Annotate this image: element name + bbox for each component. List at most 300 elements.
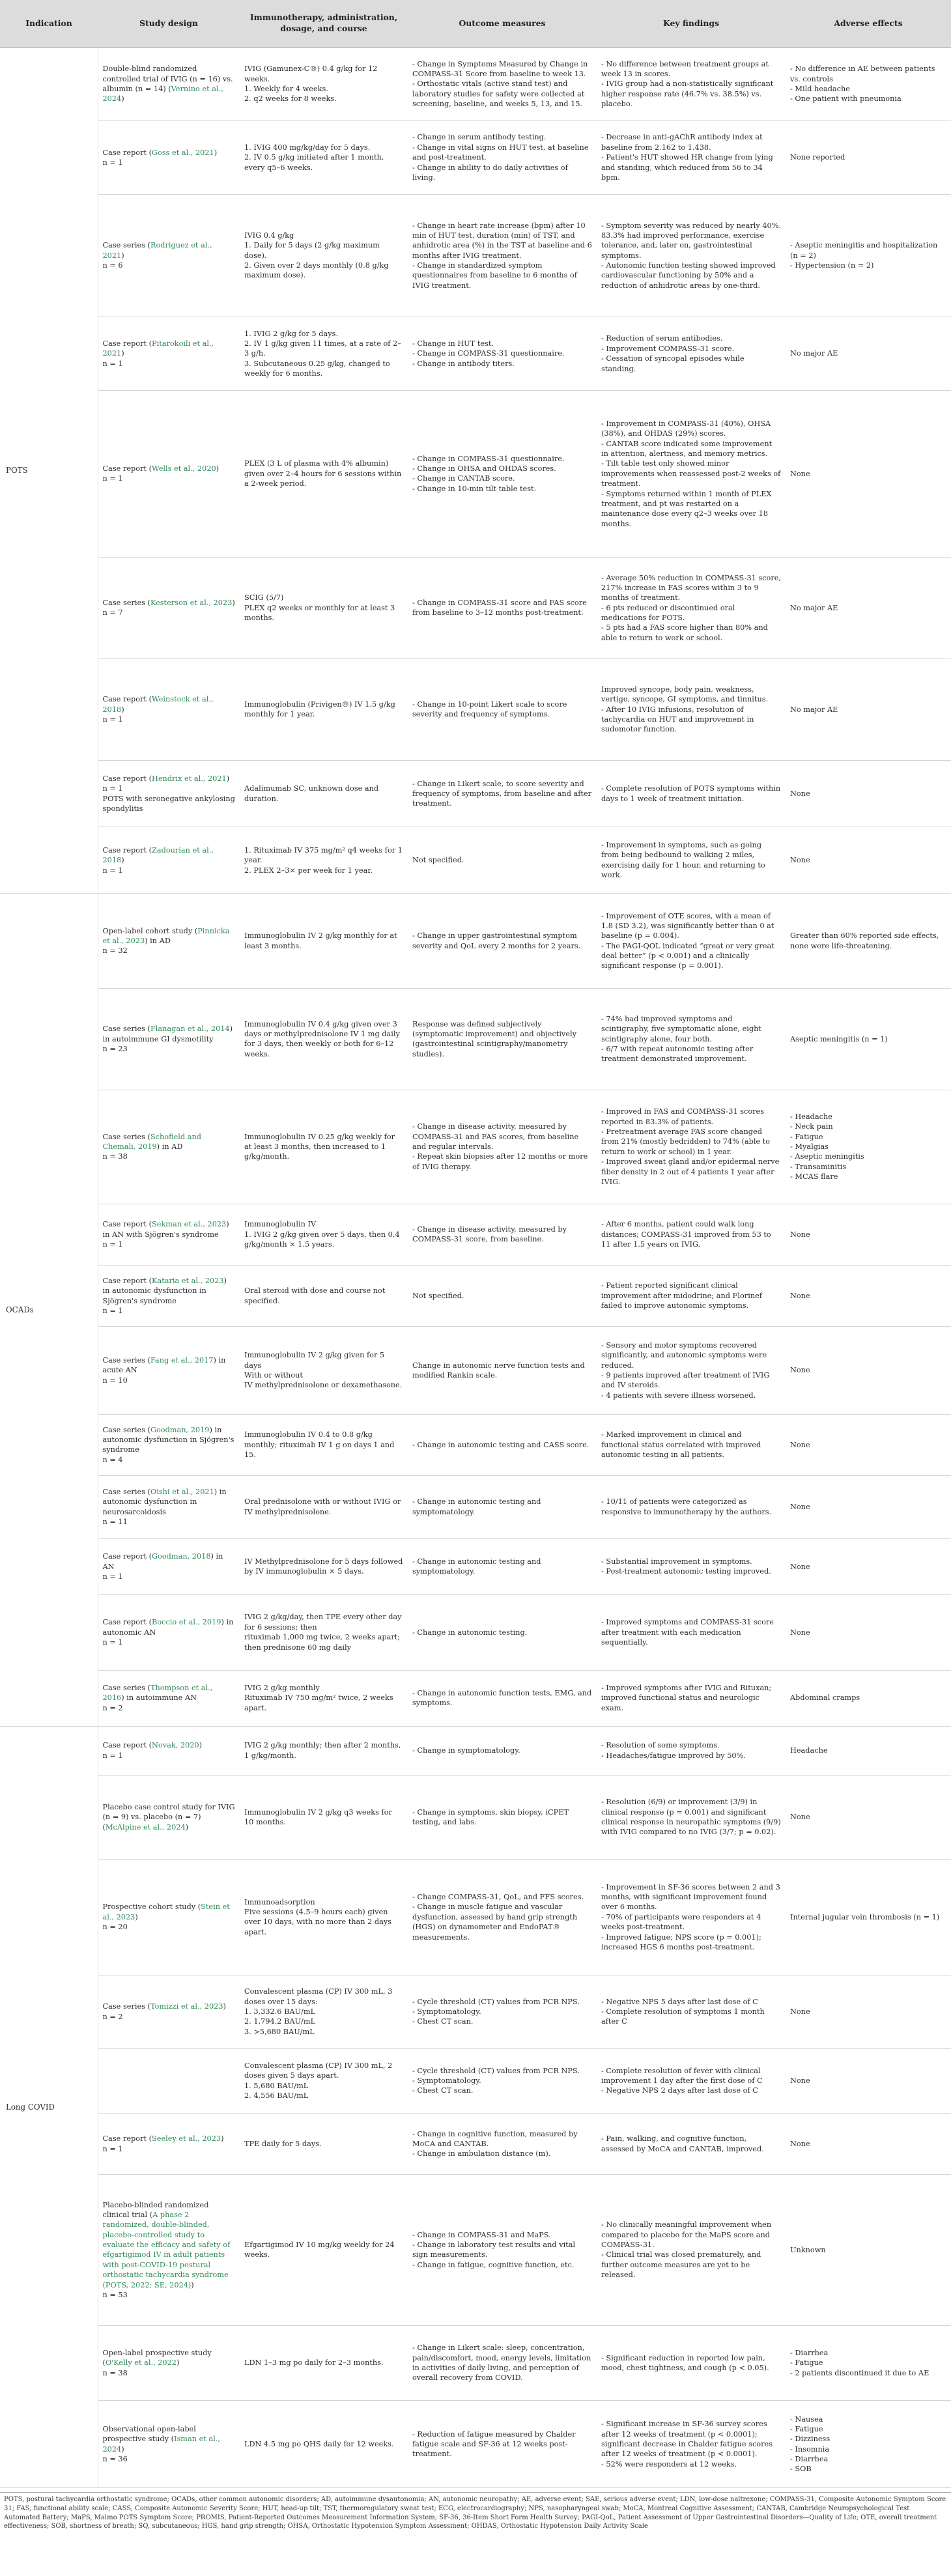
table-row — [0, 1414, 951, 1475]
outcome-measures-cell — [408, 2325, 597, 2401]
key-findings-line: - 9 patients improved after treatment of IVIG and IV steroids. — [601, 1370, 770, 1390]
adverse-effects-cell — [786, 48, 951, 121]
citation-link[interactable]: Pinnicka et al., 2023 — [102, 926, 230, 945]
adverse-effects-cell — [786, 1860, 951, 1975]
study-design-label: Case series ( — [102, 1132, 150, 1141]
immunotherapy-line: rituximab 1,000 mg twice, 2 weeks apart; then prednisone 60 mg daily — [244, 1633, 401, 1652]
key-findings-line: - Patient reported significant clinical improvement after midodrine; and Florinef failed to improve autonomic symptoms. — [601, 1281, 762, 1310]
outcome-measures-line: - Change in disease activity, measured by COMPASS-31 and FAS scores, from baseline and regular intervals. — [412, 1122, 579, 1152]
study-design-label: Case series ( — [102, 241, 150, 250]
study-design-text — [103, 1683, 236, 1703]
adverse-effects-line: - Aseptic meningitis and hospitalization (n = 2) — [790, 241, 938, 260]
adverse-effects-cell — [786, 658, 951, 760]
adverse-effects-cell — [786, 1090, 951, 1204]
key-findings-line: - 6/7 with repeat autonomic testing after treatment demonstrated improvement. — [601, 1044, 754, 1064]
study-design-text — [103, 1024, 236, 1044]
outcome-measures-line: - Change in COMPASS-31 questionnaire. — [412, 349, 565, 358]
immunotherapy-line: LDN 1–3 mg po daily for 2–3 months. — [244, 2358, 384, 2368]
study-design-suffix: ) in autonomic AN — [102, 1618, 234, 1637]
study-design-suffix: ) — [191, 2280, 194, 2289]
study-design-detail: n = 4 — [102, 1455, 123, 1464]
study-design-cell — [98, 48, 240, 121]
table-row — [0, 317, 951, 391]
study-design-detail: n = 20 — [102, 1923, 128, 1932]
study-design-label: Case report ( — [102, 2134, 152, 2144]
immunotherapy-line: IV Methylprednisolone for 5 days followed by IV immunoglobulin × 5 days. — [244, 1557, 403, 1576]
study-design-cell — [98, 1538, 240, 1594]
study-design-text — [103, 1355, 236, 1376]
immunotherapy-line: 1. Weekly for 4 weeks. — [244, 85, 328, 93]
immunotherapy-cell — [240, 1594, 408, 1670]
citation-link[interactable]: O'Kelly et al., 2022 — [105, 2358, 177, 2368]
citation-link[interactable]: Schofield and Chemali, 2019 — [102, 1132, 201, 1152]
adverse-effects-line: Abdominal cramps — [790, 1693, 860, 1703]
study-design-cell — [98, 2048, 240, 2114]
immunotherapy-cell — [240, 894, 408, 988]
key-findings-line: - No clinically meaningful improvement when compared to placebo for the MaPS score and COMPASS-31. — [601, 2220, 772, 2250]
outcome-measures-line: - Symptomatology. — [412, 2007, 481, 2016]
study-design-cell — [98, 1975, 240, 2048]
table-row — [0, 1726, 951, 1775]
table-row — [0, 391, 951, 558]
table-row — [0, 194, 951, 317]
study-design-text — [103, 694, 236, 715]
adverse-effects-line: - Nausea — [790, 2414, 823, 2424]
outcome-measures-line: - Change in Symptoms Measured by Change in COMPASS-31 Score from baseline to week 13. — [412, 59, 588, 78]
key-findings-cell — [597, 894, 786, 988]
study-design-label: Placebo-blinded randomized clinical trial ( — [102, 2200, 209, 2220]
immunotherapy-line: Oral prednisolone with or without IVIG or IV methylprednisolone. — [244, 1497, 401, 1516]
key-findings-line: - 6 pts reduced or discontinued oral medications for POTS. — [601, 603, 735, 623]
immunotherapy-cell — [240, 194, 408, 317]
citation-link[interactable]: Weinstock et al., 2018 — [102, 695, 214, 714]
citation-link[interactable]: Novak, 2020 — [152, 1741, 199, 1750]
immunotherapy-cell — [240, 391, 408, 558]
outcome-measures-line: - Change in HUT test. — [412, 339, 494, 348]
study-design-detail: n = 1 — [102, 158, 123, 167]
table-row — [0, 988, 951, 1090]
immunotherapy-cell — [240, 760, 408, 827]
key-findings-line: - 5 pts had a FAS score higher than 80% and able to return to work or school. — [601, 623, 768, 642]
immunotherapy-line: TPE daily for 5 days. — [244, 2140, 322, 2148]
outcome-measures-line: - Change in Likert scale: sleep, concentration, pain/discomfort, mood, energy levels, limitation in activities of daily living, and perception of overall recovery from COVID. — [412, 2343, 591, 2383]
study-design-detail: n = 1 — [102, 866, 123, 875]
study-design-cell — [98, 894, 240, 988]
table-row — [0, 1090, 951, 1204]
outcome-measures-line: - Change in COMPASS-31 and MaPS. — [412, 2230, 551, 2239]
study-design-label: Case series ( — [102, 598, 150, 607]
citation-link[interactable]: Kesterson et al., 2023 — [150, 598, 233, 607]
citation-link[interactable]: Boccio et al., 2019 — [152, 1618, 221, 1627]
study-design-cell — [98, 1594, 240, 1670]
study-design-suffix: ) in AD — [145, 936, 171, 945]
key-findings-cell — [597, 2325, 786, 2401]
table-row — [0, 1776, 951, 1860]
citation-link[interactable]: Vernino et al., 2024 — [102, 85, 223, 104]
study-design-cell — [98, 2401, 240, 2488]
citation-link[interactable]: Thompson et al., 2016 — [102, 1684, 213, 1703]
outcome-measures-line: - Change in standardized symptom questionnaires from baseline to 6 months of IVIG treatment. — [412, 261, 577, 290]
study-design-suffix: ) in autoimmune AN — [121, 1693, 197, 1703]
immunotherapy-line: Five sessions (4.5–9 hours each) given over 10 days, with no more than 2 days apart. — [244, 1908, 392, 1936]
study-design-detail: n = 1 — [102, 1306, 123, 1315]
adverse-effects-cell — [786, 1475, 951, 1538]
key-findings-line: - CANTAB score indicated some improvement in attention, alertness, and memory metrics. — [601, 439, 773, 459]
table-row — [0, 1327, 951, 1415]
key-findings-line: - After 6 months, patient could walk long distances; COMPASS-31 improved from 53 to 11 after 1.5 years on IVIG. — [601, 1220, 771, 1249]
immunotherapy-line: 1. 3,332.6 BAU/mL — [244, 2007, 316, 2016]
immunotherapy-cell — [240, 658, 408, 760]
key-findings-cell — [597, 2048, 786, 2114]
table-row — [0, 1975, 951, 2048]
table-row — [0, 1538, 951, 1594]
immunotherapy-cell — [240, 1726, 408, 1775]
study-design-suffix: ) — [121, 349, 124, 358]
key-findings-line: - Autonomic function testing showed improved cardiovascular functioning by 50% and a reduction of anhidrotic areas by one-third. — [601, 261, 776, 290]
adverse-effects-cell — [786, 391, 951, 558]
table-body — [0, 48, 951, 2488]
key-findings-line: - 70% of participants were responders at 4 weeks post-treatment. — [601, 1912, 761, 1932]
immunotherapy-line: Rituximab IV 750 mg/m² twice, 2 weeks apart. — [244, 1693, 393, 1712]
citation-link[interactable]: Wells et al., 2020 — [152, 464, 216, 474]
study-design-text — [103, 1132, 236, 1152]
outcome-measures-line: - Change in heart rate increase (bpm) after 10 min of HUT test, duration (min) of TST, and anhidrotic area (%) in the TST at baseline and 6 months after IVIG treatment. — [412, 221, 592, 260]
study-design-detail: n = 1 — [102, 715, 123, 724]
key-findings-line: - Improvement COMPASS-31 score. — [601, 344, 735, 353]
adverse-effects-line: None — [790, 2140, 810, 2148]
immunotherapy-line: 2. PLEX 2–3× per week for 1 year. — [244, 866, 373, 875]
outcome-measures-cell — [408, 1265, 597, 1326]
key-findings-line: - No difference between treatment groups at week 13 in scores. — [601, 59, 769, 78]
outcome-measures-cell — [408, 1538, 597, 1594]
study-design-detail: n = 23 — [102, 1044, 128, 1053]
study-design-cell — [98, 317, 240, 391]
table-row — [0, 827, 951, 894]
outcome-measures-cell — [408, 988, 597, 1090]
study-design-suffix: ) — [226, 774, 230, 783]
study-design-cell — [98, 1726, 240, 1775]
study-design-cell — [98, 1475, 240, 1538]
outcome-measures-line: - Change in autonomic function tests, EMG, and symptoms. — [412, 1688, 592, 1708]
study-design-cell — [98, 760, 240, 827]
key-findings-cell — [597, 2401, 786, 2488]
outcome-measures-cell — [408, 827, 597, 894]
indication-cell: POTS — [0, 48, 98, 894]
study-design-cell — [98, 2325, 240, 2401]
study-design-label: Case report ( — [102, 1552, 152, 1561]
outcome-measures-line: Not specified. — [412, 1291, 464, 1300]
outcome-measures-line: - Change in ability to do daily activities of living. — [412, 163, 568, 182]
outcome-measures-line: - Change COMPASS-31, QoL, and FFS scores. — [412, 1893, 584, 1902]
table-row — [0, 557, 951, 658]
study-design-label: Double-blind randomized controlled trial of IVIG (n = 16) vs. albumin (n = 14) ( — [102, 64, 233, 93]
table-row — [0, 1475, 951, 1538]
study-design-suffix: ) — [199, 1741, 203, 1750]
immunotherapy-line: IVIG 0.4 g/kg — [244, 231, 294, 240]
outcome-measures-cell — [408, 1414, 597, 1475]
indication-cell: Long COVID — [0, 1726, 98, 2487]
citation-link[interactable]: Goodman, 2019 — [150, 1425, 210, 1434]
adverse-effects-line: None — [790, 789, 810, 798]
key-findings-line: - Symptom severity was reduced by nearly 40%. 83.3% had improved performance, exercise tolerance, and, later on, gastrointestinal symptoms. — [601, 221, 782, 260]
outcome-measures-cell — [408, 2048, 597, 2114]
immunotherapy-cell — [240, 1475, 408, 1538]
study-design-text — [103, 845, 236, 866]
adverse-effects-cell — [786, 1265, 951, 1326]
key-findings-line: - Negative NPS 2 days after last dose of C — [601, 2086, 758, 2095]
adverse-effects-line: - Fatigue — [790, 1132, 823, 1141]
key-findings-line: - Negative NPS 5 days after last dose of C — [601, 1997, 758, 2006]
key-findings-cell — [597, 2114, 786, 2175]
adverse-effects-line: None — [790, 1291, 810, 1300]
study-design-text — [103, 148, 236, 158]
study-design-label: Case report ( — [102, 695, 152, 704]
citation-link[interactable]: Isman et al., 2024 — [102, 2435, 220, 2454]
key-findings-cell — [597, 1726, 786, 1775]
adverse-effects-line: None — [790, 1562, 810, 1571]
immunotherapy-line: Immunoadsorption — [244, 1897, 315, 1906]
key-findings-line: - Clinical trial was closed prematurely, and further outcome measures are yet to be released. — [601, 2250, 761, 2280]
table-footnote: POTS, postural tachycardia orthostatic syndrome; OCADs, other common autonomic disorders; AD, autoimmune dysautonomia; AN, autonomic neuropathy; AE, adverse event; SAE, serious adverse event; LDN, low-dose naltrexone; COMPASS-31, Composite Autonomic Symptom Score 31; FAS, functional ability scale; CASS, Composite Autonomic Severity Score; HUT, head-up tilt; TST, thermoregulatory sweat test; ECG, electrocardiography; NPS, nasopharyngeal swab; MoCA, Montreal Cognitive Assessment; CANTAB, Cambridge Neuropsychological Test Automated Battery; MaPS, Malmo POTS Symptom Score; PROMIS, Patient-Reported Outcomes Measurement Information System; SF-36, 36-Item Short Form Health Survey; PAGI-QoL, Patient Assessment of Upper Gastrointestinal Disorders—Quality of Life; OTE, overall treatment effectiveness; SOB, shortness of breath; SQ, subcutaneous; HGS, hand grip strength; OHSA, Orthostatic Hypotension Symptom Assessment; OHDAS, Orthostatic Hypotension Daily Activity Scale — [0, 2492, 951, 2531]
study-design-cell — [98, 1860, 240, 1975]
study-design-label: Case series ( — [102, 1684, 150, 1693]
key-findings-cell — [597, 988, 786, 1090]
adverse-effects-cell — [786, 1975, 951, 2048]
adverse-effects-line: Internal jugular vein thrombosis (n = 1) — [790, 1912, 940, 1921]
study-design-label: Case series ( — [102, 1025, 150, 1034]
study-design-text — [103, 2348, 236, 2368]
key-findings-cell — [597, 1538, 786, 1594]
key-findings-line: - Tilt table test only showed minor improvements when reassessed post-2 weeks of treatment. — [601, 459, 781, 488]
key-findings-cell — [597, 1204, 786, 1265]
study-design-label: Case report ( — [102, 774, 152, 783]
key-findings-line: - Complete resolution of POTS symptoms within days to 1 week of treatment initiation. — [601, 784, 781, 803]
study-design-suffix: ) in autonomic dysfunction in Sjögren's syndrome — [102, 1425, 234, 1454]
immunotherapy-line: 3. >5,680 BAU/mL — [244, 2027, 315, 2036]
adverse-effects-line: Unknown — [790, 2245, 826, 2254]
key-findings-line: - Symptoms returned within 1 month of PLEX treatment, and pt was restarted on a maintenance dose every q2–3 weeks over 18 months. — [601, 489, 772, 528]
citation-link[interactable]: Zadourian et al., 2018 — [102, 845, 214, 865]
study-design-suffix: ) — [121, 2444, 124, 2454]
adverse-effects-line: None — [790, 1440, 810, 1449]
immunotherapy-line: IVIG 2 g/kg monthly; then after 2 months, 1 g/kg/month. — [244, 1741, 401, 1760]
key-findings-line: - Decrease in anti-gAChR antibody index at baseline from 2.162 to 1.438. — [601, 133, 763, 152]
study-design-label: Case report ( — [102, 1741, 152, 1750]
adverse-effects-cell — [786, 988, 951, 1090]
citation-link[interactable]: Flanagan et al., 2014 — [150, 1025, 230, 1034]
key-findings-cell — [597, 194, 786, 317]
study-design-detail: n = 6 — [102, 261, 123, 270]
immunotherapy-line: 2. Given over 2 days monthly (0.8 g/kg maximum dose). — [244, 261, 389, 280]
study-design-detail: n = 53 — [102, 2290, 128, 2299]
outcome-measures-cell — [408, 391, 597, 558]
adverse-effects-line: - Myalgias — [790, 1142, 829, 1152]
table-row — [0, 1670, 951, 1726]
citation-link[interactable]: Oishi et al., 2021 — [150, 1488, 214, 1497]
immunotherapy-cell — [240, 988, 408, 1090]
citation-link[interactable]: Stein et al., 2023 — [102, 1903, 230, 1921]
key-findings-line: - Resolution of some symptoms. — [601, 1741, 720, 1750]
key-findings-line: - Post-treatment autonomic testing improved. — [601, 1567, 771, 1576]
immunotherapy-line: Immunoglobulin IV 0.4 g/kg given over 3 days or methylprednisolone IV 1 mg daily for 3 days, then weekly or both for 6–12 weeks. — [244, 1019, 400, 1058]
table-row — [0, 2325, 951, 2401]
immunotherapy-line: Immunoglobulin IV 0.4 to 0.8 g/kg monthly; rituximab IV 1 g on days 1 and 15. — [244, 1430, 395, 1459]
key-findings-line: - 52% were responders at 12 weeks. — [601, 2459, 737, 2469]
table-row — [0, 2401, 951, 2488]
study-design-label: Case report ( — [102, 339, 152, 348]
immunotherapy-line: 3. Subcutaneous 0.25 g/kg, changed to weekly for 6 months. — [244, 359, 390, 378]
outcome-measures-line: Response was defined subjectively (symptomatic improvement) and objectively (gastrointestinal scintigraphy/manometry studies). — [412, 1019, 577, 1058]
study-design-suffix: ) — [185, 1822, 189, 1832]
study-design-detail: n = 11 — [102, 1518, 128, 1527]
immunotherapy-line: Immunoglobulin IV 0.25 g/kg weekly for at least 3 months, then increased to 1 g/kg/month. — [244, 1132, 395, 1161]
immunotherapy-cell — [240, 1090, 408, 1204]
study-design-suffix: ) — [121, 856, 124, 865]
adverse-effects-line: No major AE — [790, 705, 838, 714]
table-header — [0, 0, 951, 48]
outcome-measures-cell — [408, 1090, 597, 1204]
study-design-suffix: ) — [221, 2134, 224, 2144]
citation-link[interactable]: Sekman et al., 2023 — [152, 1220, 227, 1229]
study-design-suffix: ) in autonomic dysfunction in Sjögren's syndrome — [102, 1276, 227, 1305]
immunotherapy-line: 2. 4,556 BAU/mL — [244, 2091, 309, 2101]
outcome-measures-cell — [408, 121, 597, 195]
adverse-effects-line: - MCAS flare — [790, 1172, 838, 1182]
outcome-measures-cell — [408, 2114, 597, 2175]
citation-link[interactable]: Pitarokoili et al., 2021 — [102, 339, 214, 358]
table-row — [0, 2175, 951, 2325]
citation-link[interactable]: McAlpine et al., 2024 — [105, 1822, 186, 1832]
table-row — [0, 1860, 951, 1975]
key-findings-line: - Significant increase in SF-36 survey scores after 12 weeks of treatment (p < 0.0001); significant decrease in Chalder fatigue scores after 12 weeks of treatment (p < 0.0001). — [601, 2420, 773, 2459]
study-design-label: Case series ( — [102, 1355, 150, 1365]
adverse-effects-line: - No difference in AE between patients vs. controls — [790, 64, 935, 83]
adverse-effects-cell — [786, 1538, 951, 1594]
study-design-suffix: ) — [121, 251, 124, 260]
outcome-measures-line: - Change in disease activity, measured by COMPASS-31 score, from baseline. — [412, 1224, 567, 1244]
study-design-suffix: ) in AD — [156, 1142, 183, 1152]
outcome-measures-line: - Change in fatigue, cognitive function, etc. — [412, 2260, 575, 2269]
adverse-effects-line: None — [790, 2076, 810, 2086]
table-row — [0, 1594, 951, 1670]
study-design-detail: n = 1 — [102, 1240, 123, 1249]
study-design-text — [103, 598, 236, 608]
immunotherapy-cell — [240, 48, 408, 121]
study-design-suffix: ) — [177, 2358, 180, 2368]
immunotherapy-cell — [240, 121, 408, 195]
study-design-suffix: ) — [223, 2002, 226, 2011]
study-design-detail: n = 38 — [102, 2368, 128, 2377]
adverse-effects-cell — [786, 894, 951, 988]
adverse-effects-line: None — [790, 1230, 810, 1239]
study-design-suffix: ) in AN — [102, 1552, 223, 1571]
immunotherapy-cell — [240, 1860, 408, 1975]
adverse-effects-cell — [786, 1594, 951, 1670]
citation-link[interactable]: Goodman, 2018 — [152, 1552, 211, 1561]
citation-link[interactable]: A phase 2 randomized, double-blinded, placebo-controlled study to evaluate the efficacy and safety of efgartigimod IV in adult patients with post-COVID-19 postural orthostatic tachycardia syndrome (POTS, 2022; SE, 2024) — [102, 2211, 231, 2289]
citation-link[interactable]: Kataria et al., 2023 — [152, 1276, 224, 1285]
outcome-measures-line: - Change in laboratory test results and vital sign measurements. — [412, 2241, 576, 2259]
outcome-measures-line: - Change in CANTAB score. — [412, 474, 515, 483]
study-design-text — [103, 1740, 236, 1750]
outcome-measures-line: - Change in ambulation distance (m). — [412, 2149, 551, 2158]
study-design-cell — [98, 988, 240, 1090]
study-design-cell — [98, 121, 240, 195]
key-findings-line: - Complete resolution of symptoms 1 month after C — [601, 2007, 765, 2026]
outcome-measures-cell — [408, 1860, 597, 1975]
adverse-effects-cell — [786, 760, 951, 827]
outcome-measures-line: - Change in 10-min tilt table test. — [412, 484, 537, 493]
immunotherapy-line: 1. 5,680 BAU/mL — [244, 2081, 309, 2090]
immunotherapy-line: Immunoglobulin IV — [244, 1220, 317, 1229]
adverse-effects-cell — [786, 2325, 951, 2401]
key-findings-line: - IVIG group had a non-statistically significant higher response rate (46.7% vs. 38.5%) vs. placebo. — [601, 79, 774, 109]
study-design-detail: n = 32 — [102, 946, 128, 955]
key-findings-line: - Complete resolution of fever with clinical improvement 1 day after the first dose of C — [601, 2066, 763, 2086]
key-findings-line: - Improvement in COMPASS-31 (40%), OHSA (38%), and OHDAS (29%) scores. — [601, 419, 771, 438]
citation-link[interactable]: Rodriguez et al., 2021 — [102, 241, 212, 260]
study-design-cell — [98, 194, 240, 317]
study-design-cell — [98, 557, 240, 658]
key-findings-cell — [597, 121, 786, 195]
citation-link[interactable]: Hendrix et al., 2021 — [152, 774, 227, 783]
study-design-label: Case series ( — [102, 1488, 150, 1497]
header-study-design: Study design — [98, 0, 240, 48]
key-findings-line: - Improved in FAS and COMPASS-31 scores reported in 83.3% of patients. — [601, 1107, 765, 1126]
key-findings-line: - Pretreatment average FAS score changed from 21% (mostly bedridden) to 74% (able to return to work or school) in 1 year. — [601, 1127, 771, 1156]
key-findings-cell — [597, 48, 786, 121]
study-design-text — [103, 464, 236, 474]
key-findings-line: - Improvement in SF-36 scores between 2 and 3 months, with significant improvement found over 6 months. — [601, 1882, 780, 1912]
immunotherapy-line: 1. IVIG 400 mg/kg/day for 5 days. — [244, 143, 371, 152]
citation-link[interactable]: Goss et al., 2021 — [152, 148, 214, 157]
key-findings-cell — [597, 317, 786, 391]
study-design-detail: n = 2 — [102, 2012, 123, 2021]
key-findings-cell — [597, 1670, 786, 1726]
table-row — [0, 760, 951, 827]
adverse-effects-line: No major AE — [790, 349, 838, 358]
outcome-measures-line: - Change in symptomatology. — [412, 1746, 520, 1755]
adverse-effects-line: - Dizziness — [790, 2435, 830, 2444]
header-outcome-measures: Outcome measures — [408, 0, 597, 48]
citation-link[interactable]: Fang et al., 2017 — [150, 1355, 214, 1365]
citation-link[interactable]: Seeley et al., 2023 — [152, 2134, 221, 2144]
key-findings-line: - Headaches/fatigue improved by 50%. — [601, 1751, 746, 1760]
key-findings-line: - Improvement of OTE scores, with a mean of 1.8 (SD 3.2), was significantly better than 0 at baseline (p = 0.004). — [601, 911, 774, 941]
key-findings-cell — [597, 760, 786, 827]
study-design-detail: n = 1 — [102, 1637, 123, 1647]
citation-link[interactable]: Tomizzi et al., 2023 — [150, 2002, 223, 2011]
immunotherapy-line: SCIG (5/7) — [244, 593, 284, 602]
key-findings-cell — [597, 1860, 786, 1975]
outcome-measures-line: - Change in COMPASS-31 score and FAS score from baseline to 3–12 months post-treatment. — [412, 598, 587, 617]
study-design-text — [103, 774, 236, 784]
outcome-measures-cell — [408, 1726, 597, 1775]
outcome-measures-cell — [408, 1670, 597, 1726]
study-design-label: Open-label prospective study ( — [102, 2349, 212, 2368]
outcome-measures-line: - Change in Likert scale, to score severity and frequency of symptoms, from baseline and after treatment. — [412, 779, 592, 808]
key-findings-cell — [597, 2175, 786, 2325]
outcome-measures-line: - Chest CT scan. — [412, 2017, 474, 2026]
immunotherapy-line: 1. IVIG 2 g/kg given over 5 days, then 0.4 g/kg/month × 1.5 years. — [244, 1230, 400, 1249]
adverse-effects-line: - Diarrhea — [790, 2455, 829, 2464]
study-design-label: Observational open-label prospective study ( — [102, 2424, 196, 2444]
key-findings-line: - Substantial improvement in symptoms. — [601, 1557, 752, 1566]
table-row — [0, 2114, 951, 2175]
study-design-text — [103, 1276, 236, 1306]
key-findings-line: - Average 50% reduction in COMPASS-31 score, 217% increase in FAS scores within 3 to 9 months of treatment. — [601, 573, 782, 602]
outcome-measures-cell — [408, 48, 597, 121]
